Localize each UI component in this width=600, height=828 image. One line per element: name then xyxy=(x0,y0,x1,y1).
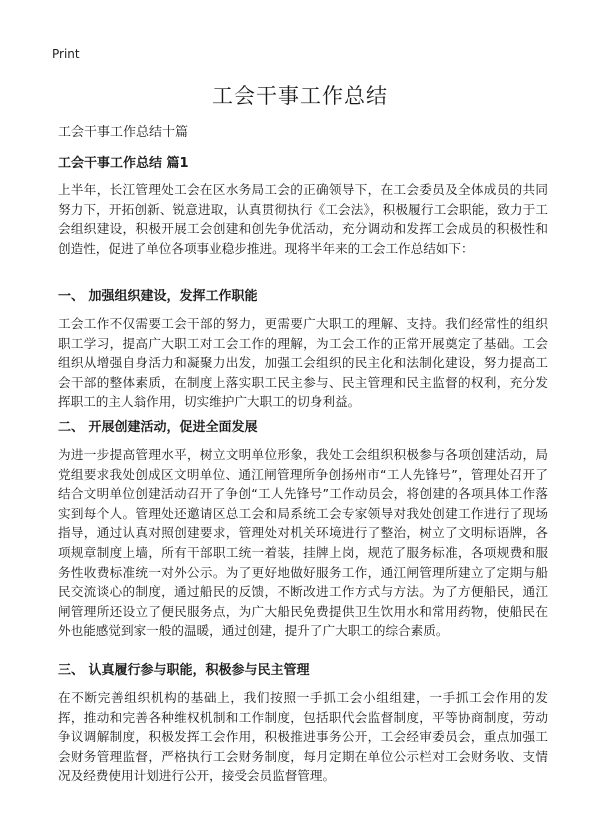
document-subtitle: 工会干事工作总结十篇 xyxy=(58,125,189,140)
section-heading-2: 二、 开展创建活动，促进全面发展 xyxy=(58,420,258,435)
article-heading: 工会干事工作总结 篇1 xyxy=(58,156,189,171)
section-body-1: 工会工作不仅需要工会干部的努力，更需要广大职工的理解、支持。我们经常性的组织职工学习，提高广大职工对工会工作的理解，为工会工作的正常开展奠定了基础。工会组织从增强自身活力和凝聚力出发，加强工会组织的民主化和法制化建设，努力提高工会干部的整体素质，在制度上落实职工民主参与、民主管理和民主监督的权利，充分发挥职工的主人翁作用，切实维护广大职工的切身利益。 xyxy=(58,316,548,410)
intro-paragraph: 上半年，长江管理处工会在区水务局工会的正确领导下，在工会委员及全体成员的共同努力下，开拓创新、锐意进取，认真贯彻执行《工会法》，积极履行工会职能，致力于工会组织建设，积极开展工会创建和创先争优活动，充分调动和发挥工会成员的积极性和创造性，促进了单位各项事业稳步推进。现将半年来的工会工作总结如下： xyxy=(58,182,548,256)
section-heading-1: 一、 加强组织建设，发挥工作职能 xyxy=(58,289,258,304)
section-body-3: 在不断完善组织机构的基础上，我们按照一手抓工会小组组建，一手抓工会作用的发挥，推动和完善各种维权机制和工作制度，包括职代会监督制度，平等协商制度，劳动争议调解制度，积极发挥工会作用，积极推进事务公开，工会经审委员会，重点加强工会财务管理监督，严格执行工会财务制度，每月定期在单位公示栏对工会财务收、支情况及经费使用计划进行公开，接受会员监督管理。 xyxy=(58,690,548,784)
section-body-2: 为进一步提高管理水平，树立文明单位形象，我处工会组织积极参与各项创建活动，局党组要求我处创成区文明单位、通江闸管理所争创扬州市“工人先锋号”，管理处召开了结合文明单位创建活动召开了争创“工人先锋号”工作动员会，将创建的各项具体工作落实到每个人。管理处还邀请区总工会和局系统工会专家领导对我处创建工作进行了现场指导，通过认真对照创建要求，管理处对机关环境进行了整治，树立了文明标语牌，各项规章制度上墙，所有干部职工统一着装，挂牌上岗，规范了服务标准，各项规费和服务性收费标准统一对外公示。为了更好地做好服务工作，通江闸管理所建立了定期与船民交流谈心的制度，通过船民的反馈，不断改进工作方式与方法。为了方便船民，通江闸管理所还设立了便民服务点，为广大船民免费提供卫生饮用水和常用药物，使船民在外也能感觉到家一般的温暖，通过创建，提升了广大职工的综合素质。 xyxy=(58,447,548,639)
page-title: 工会干事工作总结 xyxy=(212,84,388,108)
print-link[interactable]: Print xyxy=(52,47,80,61)
section-heading-3: 三、 认真履行参与职能，积极参与民主管理 xyxy=(58,663,310,678)
